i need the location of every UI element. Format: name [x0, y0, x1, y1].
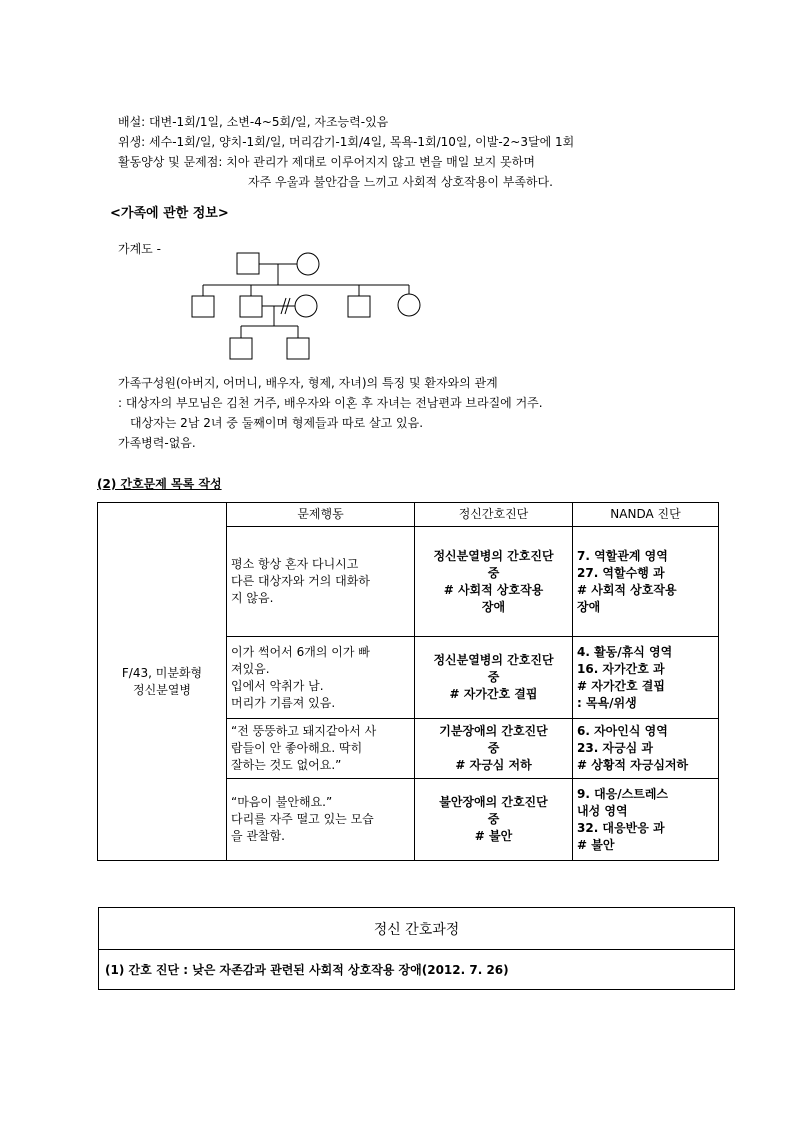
behavior-cell: 평소 항상 혼자 다니시고 다른 대상자와 거의 대화하 지 않음. — [227, 527, 415, 637]
family-relation-1: : 대상자의 부모님은 김천 거주, 배우자와 이혼 후 자녀는 전남편과 브라질에 거주. — [118, 396, 543, 410]
nanda-cell: 4. 활동/휴식 영역 16. 자가간호 과 # 자가간호 결핍 : 목욕/위생 — [573, 637, 719, 719]
header-nanda: NANDA 진단 — [573, 503, 719, 527]
family-relation-2: 대상자는 2남 2녀 중 둘째이며 형제들과 따로 살고 있음. — [130, 416, 424, 430]
process-title: 정신 간호과정 — [99, 908, 735, 950]
nanda-cell: 6. 자아인식 영역 23. 자긍심 과 # 상황적 자긍심저하 — [573, 719, 719, 779]
nanda-cell: 9. 대응/스트레스 내성 영역 32. 대응반응 과 # 불안 — [573, 779, 719, 861]
problem-list-heading: (2) 간호문제 목록 작성 — [97, 477, 222, 491]
diagnosis-cell: 정신분열병의 간호진단 중 # 자가간호 결핍 — [415, 637, 573, 719]
behavior-cell: 이가 썩어서 6개의 이가 빠 져있음. 입에서 악취가 남. 머리가 기름져 있음. — [227, 637, 415, 719]
family-history: 가족병력-없음. — [118, 436, 196, 450]
activity-line-2: 자주 우울과 불안감을 느끼고 사회적 상호작용이 부족하다. — [248, 175, 553, 189]
diagnosis-cell: 불안장애의 간호진단 중 # 불안 — [415, 779, 573, 861]
hygiene-line: 위생: 세수-1회/일, 양치-1회/일, 머리감기-1회/4일, 목욕-1회/10일, 이발-2~3달에 1회 — [118, 135, 575, 149]
behavior-cell: “마음이 불안해요.” 다리를 자주 떨고 있는 모습 을 관찰함. — [227, 779, 415, 861]
activity-line-1: 활동양상 및 문제점: 치아 관리가 제대로 이루어지지 않고 변을 매일 보지 못하며 — [118, 155, 535, 169]
diagnosis-cell: 기분장애의 간호진단 중 # 자긍심 저하 — [415, 719, 573, 779]
header-diagnosis: 정신간호진단 — [415, 503, 573, 527]
diagnosis-cell: 정신분열병의 간호진단 중 # 사회적 상호작용 장애 — [415, 527, 573, 637]
genogram-label: 가계도 - — [118, 242, 161, 256]
header-behavior: 문제행동 — [227, 503, 415, 527]
process-diagnosis-line: (1) 간호 진단 : 낮은 자존감과 관련된 사회적 상호작용 장애(2012. 7. 26) — [99, 950, 735, 990]
family-heading: <가족에 관한 정보> — [110, 206, 229, 221]
family-members-title: 가족구성원(아버지, 어머니, 배우자, 형제, 자녀)의 특징 및 환자와의 관계 — [118, 376, 498, 390]
behavior-cell: “전 뚱뚱하고 돼지같아서 사 람들이 안 좋아해요. 딱히 잘하는 것도 없어요.” — [227, 719, 415, 779]
excretion-line: 배설: 대변-1회/1일, 소변-4~5회/일, 자조능력-있음 — [118, 115, 389, 129]
nursing-process-box — [98, 907, 735, 990]
nanda-cell: 7. 역할관계 영역 27. 역할수행 과 # 사회적 상호작용 장애 — [573, 527, 719, 637]
patient-cell: F/43, 미분화형 정신분열병 — [98, 503, 227, 861]
problem-list-table — [97, 502, 719, 861]
